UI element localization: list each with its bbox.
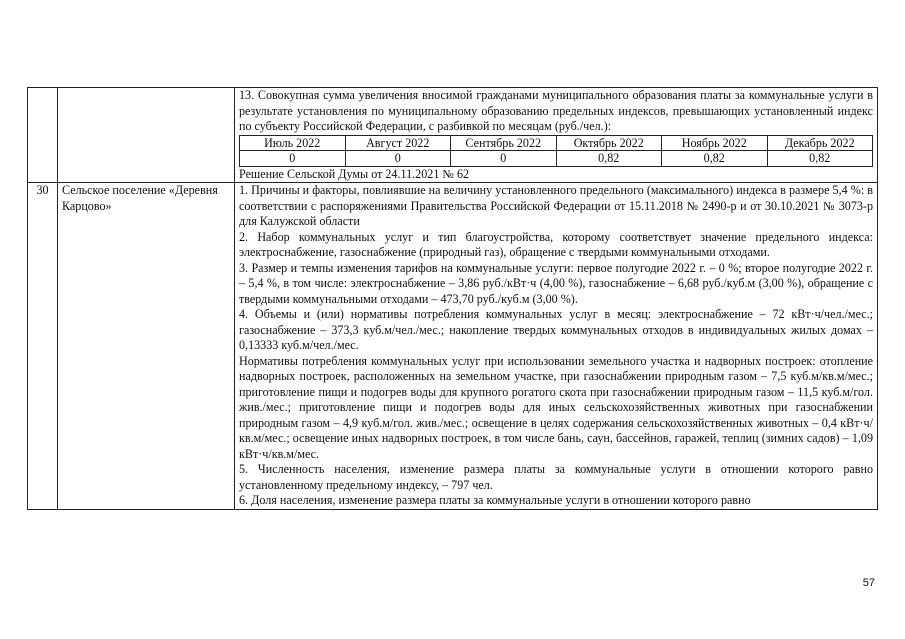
document-table bbox=[27, 87, 878, 510]
month-value: 0 bbox=[451, 151, 557, 167]
decision-reference: Решение Сельской Думы от 24.11.2021 № 62 bbox=[239, 166, 470, 181]
month-value: 0 bbox=[240, 151, 346, 167]
paragraph-3: 3. Размер и темпы изменения тарифов на коммунальные услуги: первое полугодие 2022 г. – 0 %; второе полугодие 2022 г. – 5,4 %, в том числе: электроснабжение – 3,86 руб./кВт·ч (4,00 %), газоснабжение – 6,68 руб./куб.м (3,00 %), обращение с твердыми коммунальными отходами – 473,70 руб./куб.м (3,00 %). bbox=[239, 260, 873, 306]
paragraph-4: 4. Объемы и (или) нормативы потребления коммунальных услуг в месяц: электроснабжение – 72 кВт·ч/чел./мес.; газоснабжение – 373,3 куб.м/чел./мес.; накопление твердых коммунальных отходов в индивидуальных жилых домах – 0,13333 куб.м/чел./мес. bbox=[239, 307, 873, 352]
row-number: 30 bbox=[28, 183, 58, 510]
month-header: Ноябрь 2022 bbox=[662, 135, 768, 151]
monthly-increase-table bbox=[239, 135, 873, 167]
month-value: 0,82 bbox=[556, 151, 662, 167]
month-header: Август 2022 bbox=[345, 135, 451, 151]
table-row-29 bbox=[28, 88, 878, 183]
paragraph-13: 13. Совокупная сумма увеличения вносимой гражданами муниципального образования платы за коммунальные услуги в результате установления по муниципальному образованию предельных индексов, превышающих установленный индекс по субъекту Российской Федерации, с разбивкой по месяцам (руб./чел.): bbox=[239, 88, 873, 133]
paragraph-6: 6. Доля населения, изменение размера платы за коммунальные услуги в отношении которого равно bbox=[239, 493, 751, 507]
values-row bbox=[240, 151, 873, 167]
page-number: 57 bbox=[862, 577, 875, 589]
paragraph-4-norms: Нормативы потребления коммунальных услуг при использовании земельного участка и надворных построек: отопление надворных построек, расположенных на земельном участке, при газоснабжении природным газом – 7,5 куб.м/кв.м/мес.; приготовление пищи и подогрев воды для крупного рогатого скота при газоснабжении природным газом – 11,5 куб.м/гол. жив./мес.; приготовление пищи и подогрев воды для иных сельскохозяйственных животных при газоснабжении природным газом – 4,9 куб.м/гол. жив./мес.; освещение в целях содержания сельскохозяйственных животных – 0,4 кВт·ч/кв.м/мес.; освещение иных надворных построек, в том числе бань, саун, бассейнов, гаражей, теплиц (зимних садов) – 1,09 кВт·ч/кв.м/мес. bbox=[239, 353, 873, 461]
months-header-row bbox=[240, 135, 873, 151]
details-cell bbox=[235, 88, 878, 183]
month-header: Июль 2022 bbox=[240, 135, 346, 151]
table-row-30 bbox=[28, 183, 878, 510]
month-value: 0,82 bbox=[767, 151, 873, 167]
paragraph-2: 2. Набор коммунальных услуг и тип благоустройства, которому соответствует значение предельного индекса: электроснабжение, газоснабжение (природный газ), обращение с твердыми коммунальными отходами. bbox=[239, 229, 873, 259]
row-number-cell bbox=[28, 88, 58, 183]
paragraph-5: 5. Численность населения, изменение размера платы за коммунальные услуги в отношении которого равно установленному предельному индексу, – 797 чел. bbox=[239, 462, 873, 492]
paragraph-1: 1. Причины и факторы, повлиявшие на величину установленного предельного (максимального) индекса в размере 5,4 %: в соответствии с распоряжениями Правительства Российской Федерации от 15.11.2018 № 2490-р и от 30.10.2021 № 3073-р для Калужской области bbox=[239, 183, 873, 228]
month-header: Октябрь 2022 bbox=[556, 135, 662, 151]
month-value: 0 bbox=[345, 151, 451, 167]
municipality-name: Сельское поселение «Деревня Карцово» bbox=[58, 183, 235, 510]
month-value: 0,82 bbox=[662, 151, 768, 167]
details-cell bbox=[235, 183, 878, 510]
month-header: Сентябрь 2022 bbox=[451, 135, 557, 151]
month-header: Декабрь 2022 bbox=[767, 135, 873, 151]
municipality-cell bbox=[58, 88, 235, 183]
